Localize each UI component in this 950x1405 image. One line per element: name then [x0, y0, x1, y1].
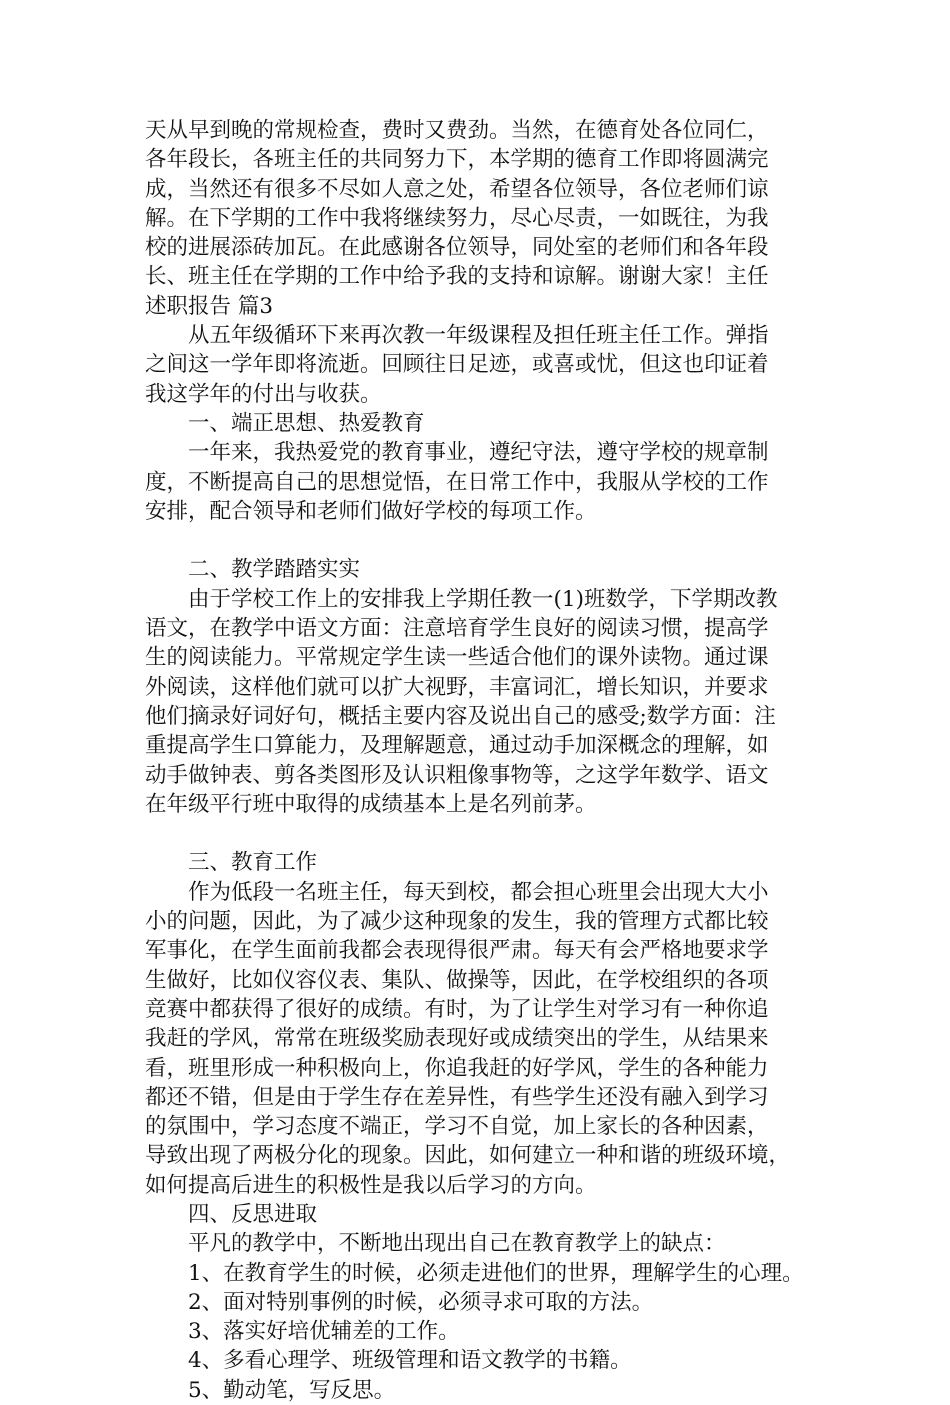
text-line: 长、班主任在学期的工作中给予我的支持和谅解。谢谢大家！主任 [145, 264, 769, 290]
text-line: 如何提高后进生的积极性是我以后学习的方向。 [145, 1172, 597, 1198]
text-line: 成，当然还有很多不尽如人意之处，希望各位领导，各位老师们谅 [145, 176, 769, 202]
text-line: 的氛围中，学习态度不端正，学习不自觉，加上家长的各种因素， [145, 1114, 769, 1140]
text-line: 从五年级循环下来再次教一年级课程及担任班主任工作。弹指 [145, 323, 769, 349]
text-line: 天从早到晚的常规检查，费时又费劲。当然，在德育处各位同仁， [145, 118, 769, 143]
text-line: 生的阅读能力。平常规定学生读一些适合他们的课外读物。通过课 [145, 645, 769, 671]
heading-3: 三、教育工作 [145, 850, 318, 876]
text-line: 解。在下学期的工作中我将继续努力，尽心尽责，一如既往，为我 [145, 205, 769, 231]
text-line: 生做好，比如仪容仪表、集队、做操等，因此，在学校组织的各项 [145, 967, 769, 993]
text-line: 我这学年的付出与收获。 [145, 381, 382, 407]
text-line: 动手做钟表、剪各类图形及认识粗像事物等，之这学年数学、语文 [145, 762, 769, 788]
text-line: 导致出现了两极分化的现象。因此，如何建立一种和谐的班级环境， [145, 1143, 791, 1169]
list-item: 1、在教育学生的时候，必须走进他们的世界，理解学生的心理。 [145, 1260, 804, 1286]
heading-2: 二、教学踏踏实实 [145, 557, 361, 583]
text-line: 平凡的教学中，不断地出现出自己在教育教学上的缺点： [145, 1231, 726, 1257]
text-line: 看，班里形成一种积极向上，你追我赶的好学风，学生的各种能力 [145, 1055, 769, 1081]
section-title: 述职报告 篇3 [145, 293, 274, 319]
text-line: 各年段长，各班主任的共同努力下，本学期的德育工作即将圆满完 [145, 147, 769, 173]
text-line: 作为低段一名班主任，每天到校，都会担心班里会出现大大小 [145, 879, 769, 905]
text-line: 竞赛中都获得了很好的成绩。有时，为了让学生对学习有一种你追 [145, 996, 769, 1022]
text-line: 语文，在教学中语文方面：注意培育学生良好的阅读习惯，提高学 [145, 616, 769, 642]
heading-1: 一、端正思想、热爱教育 [145, 410, 425, 436]
text-line: 小的问题，因此，为了减少这种现象的发生，我的管理方式都比较 [145, 909, 769, 935]
blank-line [145, 526, 825, 555]
text-line: 我赶的学风，常常在班级奖励表现好或成绩突出的学生，从结果来 [145, 1026, 769, 1052]
text-line: 他们摘录好词好句，概括主要内容及说出自己的感受;数学方面：注 [145, 703, 776, 729]
text-line: 军事化，在学生面前我都会表现得很严肃。每天有会严格地要求学 [145, 938, 769, 964]
list-item: 5、勤动笔，写反思。 [145, 1377, 396, 1403]
text-line: 一年来，我热爱党的教育事业，遵纪守法，遵守学校的规章制 [145, 440, 769, 466]
text-line: 由于学校工作上的安排我上学期任教一(1)班数学，下学期改教 [145, 586, 778, 612]
list-item: 2、面对特别事例的时候，必须寻求可取的方法。 [145, 1289, 654, 1315]
text-line: 校的进展添砖加瓦。在此感谢各位领导，同处室的老师们和各年段 [145, 235, 769, 261]
list-item: 3、落实好培优辅差的工作。 [145, 1319, 460, 1345]
heading-4: 四、反思进取 [145, 1201, 318, 1227]
text-line: 在年级平行班中取得的成绩基本上是名列前茅。 [145, 791, 597, 817]
text-line: 外阅读，这样他们就可以扩大视野，丰富词汇，增长知识，并要求 [145, 674, 769, 700]
list-item: 4、多看心理学、班级管理和语文教学的书籍。 [145, 1348, 632, 1374]
text-line: 重提高学生口算能力，及理解题意，通过动手加深概念的理解，如 [145, 733, 769, 759]
text-line: 安排，配合领导和老师们做好学校的每项工作。 [145, 498, 597, 524]
document-body [145, 116, 825, 1405]
text-line: 之间这一学年即将流逝。回顾往日足迹，或喜或忧，但这也印证着 [145, 352, 769, 378]
text-line: 度，不断提高自己的思想觉悟，在日常工作中，我服从学校的工作 [145, 469, 769, 495]
blank-line [145, 819, 825, 848]
text-line: 都还不错，但是由于学生存在差异性，有些学生还没有融入到学习 [145, 1084, 769, 1110]
